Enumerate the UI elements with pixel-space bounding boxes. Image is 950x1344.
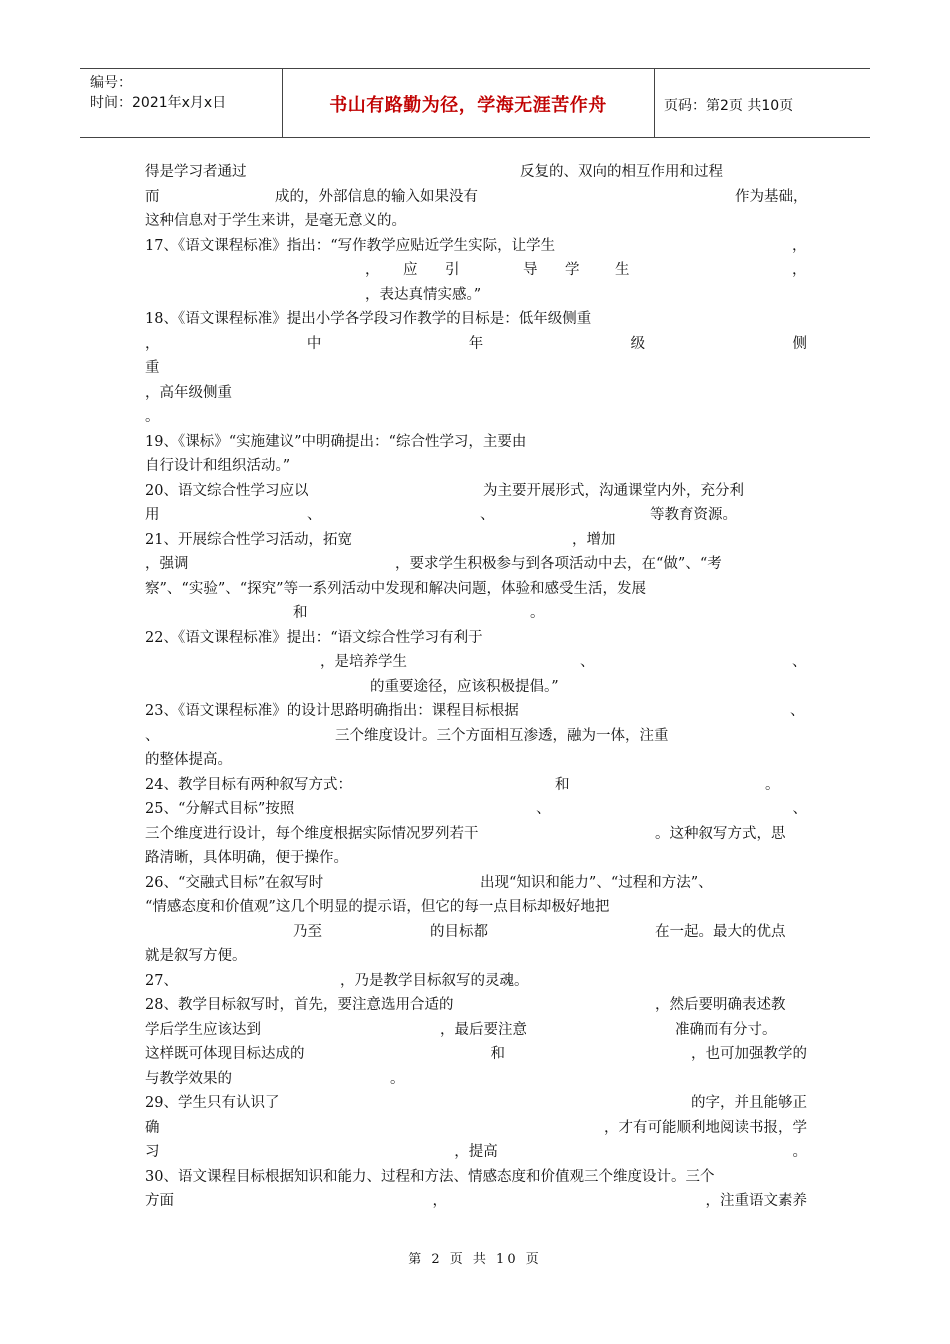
text-segment: 学后学生应该达到 [145,1021,261,1038]
text-segment: ，最后要注意 [440,1021,527,1038]
text-segment: 的字，并且能够正 [691,1095,807,1111]
text-segment: 导 [523,262,538,278]
text-segment: “情感态度和价值观”这几个明显的提示语，但它的每一点目标却极好地把 [145,899,610,915]
text-segment: 自行设计和组织活动。” [145,458,291,474]
text-line [145,283,807,308]
text-segment: 、 [792,801,807,817]
text-segment: 得是学习者通过 [145,164,247,180]
text-segment: 28、教学目标叙写时，首先，要注意选用合适的 [145,997,454,1013]
text-segment: 、 [145,727,160,744]
text-line [145,1042,807,1067]
text-segment: ， [792,262,807,278]
text-segment: ，要求学生积极参与到各项活动中去，在“做”、“考 [395,556,722,572]
motto: 书山有路勤为径，学海无涯苦作舟 [329,95,607,116]
text-segment: 和 [490,1046,505,1062]
document-body [145,160,807,1214]
text-segment: 三个维度进行设计，每个维度根据实际情况罗列若干 [145,825,479,842]
text-line [145,895,807,920]
text-segment: 。 [145,409,160,425]
header-divider [654,69,655,137]
text-segment: 准确而有分寸。 [675,1021,777,1038]
text-segment: 和 [555,776,570,793]
text-segment: 生 [615,262,630,278]
text-line [145,871,807,896]
text-line [145,601,807,626]
text-line [145,944,807,969]
text-segment: 路清晰，具体明确，便于操作。 [145,850,348,866]
text-line [145,699,807,724]
text-segment: 与教学效果的 [145,1070,232,1087]
text-segment: 26、“交融式目标”在叙写时 [145,874,324,891]
text-line [145,332,807,357]
text-segment: 25、“分解式目标”按照 [145,801,295,817]
text-line [145,479,807,504]
text-line [145,675,807,700]
text-line [145,381,807,406]
text-segment: 24、教学目标有两种叙写方式： [145,776,352,793]
text-segment: 。这种叙写方式，思 [655,825,786,842]
text-segment: 察”、“实验”、“探究”等一系列活动中发现和解决问题，体验和感受生活，发展 [145,580,647,597]
text-segment: 、 [480,507,495,523]
text-segment: 、 [307,507,322,523]
text-segment: 这样既可体现目标达成的 [145,1046,305,1062]
text-segment: 30、语文课程目标根据知识和能力、过程和方法、情感态度和价值观三个维度设计。三个 [145,1168,715,1185]
text-segment: ，表达真情实感。” [365,286,482,303]
text-line [145,626,807,651]
text-segment: ， [432,1193,447,1209]
text-segment: 、 [792,654,807,670]
text-line [145,1091,807,1116]
text-segment: 学 [565,262,580,278]
text-line [145,552,807,577]
text-segment: ， [145,335,160,352]
text-line [145,454,807,479]
text-segment: 、 [790,703,805,719]
text-segment: ，是培养学生 [320,654,407,670]
text-segment: 22、《语文课程标准》提出：“语文综合性学习有利于 [145,629,483,646]
text-segment: 这种信息对于学生来讲，是毫无意义的。 [145,213,406,229]
text-line [145,822,807,847]
text-segment: 18、《语文课程标准》提出小学各学段习作教学的目标是：低年级侧重 [145,311,592,327]
text-segment: 级 [630,335,646,352]
text-line [145,1165,807,1190]
text-segment: ，然后要明确表述教 [655,997,786,1013]
text-segment: 用 [145,507,160,523]
text-segment: ，强调 [145,556,189,572]
text-segment: 的整体提高。 [145,752,232,768]
text-line [145,650,807,675]
text-segment: 侧 [792,335,807,352]
text-line [145,307,807,332]
text-segment: 。 [530,605,545,621]
text-segment: ，也可加强教学的 [691,1046,807,1062]
text-segment: 乃至 [293,923,322,940]
text-line [145,846,807,871]
text-segment: ，乃是教学目标叙写的灵魂。 [340,972,529,989]
text-segment: 等教育资源。 [650,507,737,523]
text-line [145,773,807,798]
text-line [145,258,807,283]
page-info: 页码：第2页 共10页 [664,98,794,114]
text-line [145,1189,807,1214]
text-segment: 29、学生只有认识了 [145,1095,280,1111]
text-segment: 重 [145,360,160,376]
text-line [145,577,807,602]
text-line [145,1116,807,1141]
page-header [80,68,870,138]
text-line [145,160,807,185]
text-segment: 。 [390,1070,405,1087]
text-segment: 出现“知识和能力”、“过程和方法”、 [480,874,713,891]
text-segment: 的目标都 [430,923,488,940]
header-meta [90,73,226,113]
text-segment: ，才有可能顺利地阅读书报，学 [604,1119,807,1136]
text-segment: 引 [445,262,460,278]
text-segment: 三个维度设计。三个方面相互渗透，融为一体，注重 [335,727,669,744]
text-line [145,185,807,210]
page-footer: 第 2 页 共 10 页 [408,1252,542,1267]
text-segment: 习 [145,1144,160,1160]
text-segment: ，提高 [454,1144,498,1160]
text-segment: 年 [468,335,484,352]
text-segment: 。 [765,776,780,793]
text-segment: 确 [145,1119,160,1136]
text-segment: 中 [306,335,322,352]
text-line [145,797,807,822]
text-segment: ， [792,237,807,254]
text-segment: ，注重语文素养 [705,1193,807,1209]
text-line [145,209,807,234]
text-line [145,1140,807,1165]
text-segment: ， [365,262,380,278]
text-segment: 作为基础， [735,188,808,205]
text-line [145,356,807,381]
text-line [145,430,807,455]
text-segment: 在一起。最大的优点 [655,923,786,940]
text-segment: 为主要开展形式，沟通课堂内外，充分利 [483,482,744,499]
text-segment: 成的，外部信息的输入如果没有 [275,188,478,205]
text-segment: 、 [580,654,595,670]
text-line [145,920,807,945]
text-segment: 的重要途径，应该积极提倡。” [370,678,559,695]
date-label: 时间：2021年x月x日 [90,95,227,111]
text-segment: 20、语文综合性学习应以 [145,482,309,499]
number-label: 编号： [90,75,132,91]
text-line [145,993,807,1018]
text-line [145,528,807,553]
text-line [145,503,807,528]
text-segment: 21、开展综合性学习活动，拓宽 [145,531,352,548]
text-segment: ，高年级侧重 [145,384,232,401]
text-segment: 反复的、双向的相互作用和过程 [520,164,723,180]
text-segment: 、 [536,801,551,817]
text-segment: 27、 [145,972,178,989]
text-segment: 方面 [145,1193,174,1209]
text-line [145,1067,807,1092]
text-line [145,748,807,773]
text-segment: 23、《语文课程标准》的设计思路明确指出：课程目标根据 [145,703,519,719]
text-line [145,405,807,430]
text-segment: 应 [403,262,418,278]
text-line [145,969,807,994]
text-line [145,1018,807,1043]
text-segment: 17、《语文课程标准》指出：“写作教学应贴近学生实际，让学生 [145,237,556,254]
text-line [145,234,807,259]
text-segment: 19、《课标》“实施建议”中明确提出：“综合性学习，主要由 [145,433,527,450]
text-segment: ，增加 [572,531,616,548]
text-line [145,724,807,749]
text-segment: 而 [145,188,160,205]
text-segment: 和 [293,605,308,621]
text-segment: 。 [792,1144,807,1160]
text-segment: 就是叙写方便。 [145,948,247,964]
